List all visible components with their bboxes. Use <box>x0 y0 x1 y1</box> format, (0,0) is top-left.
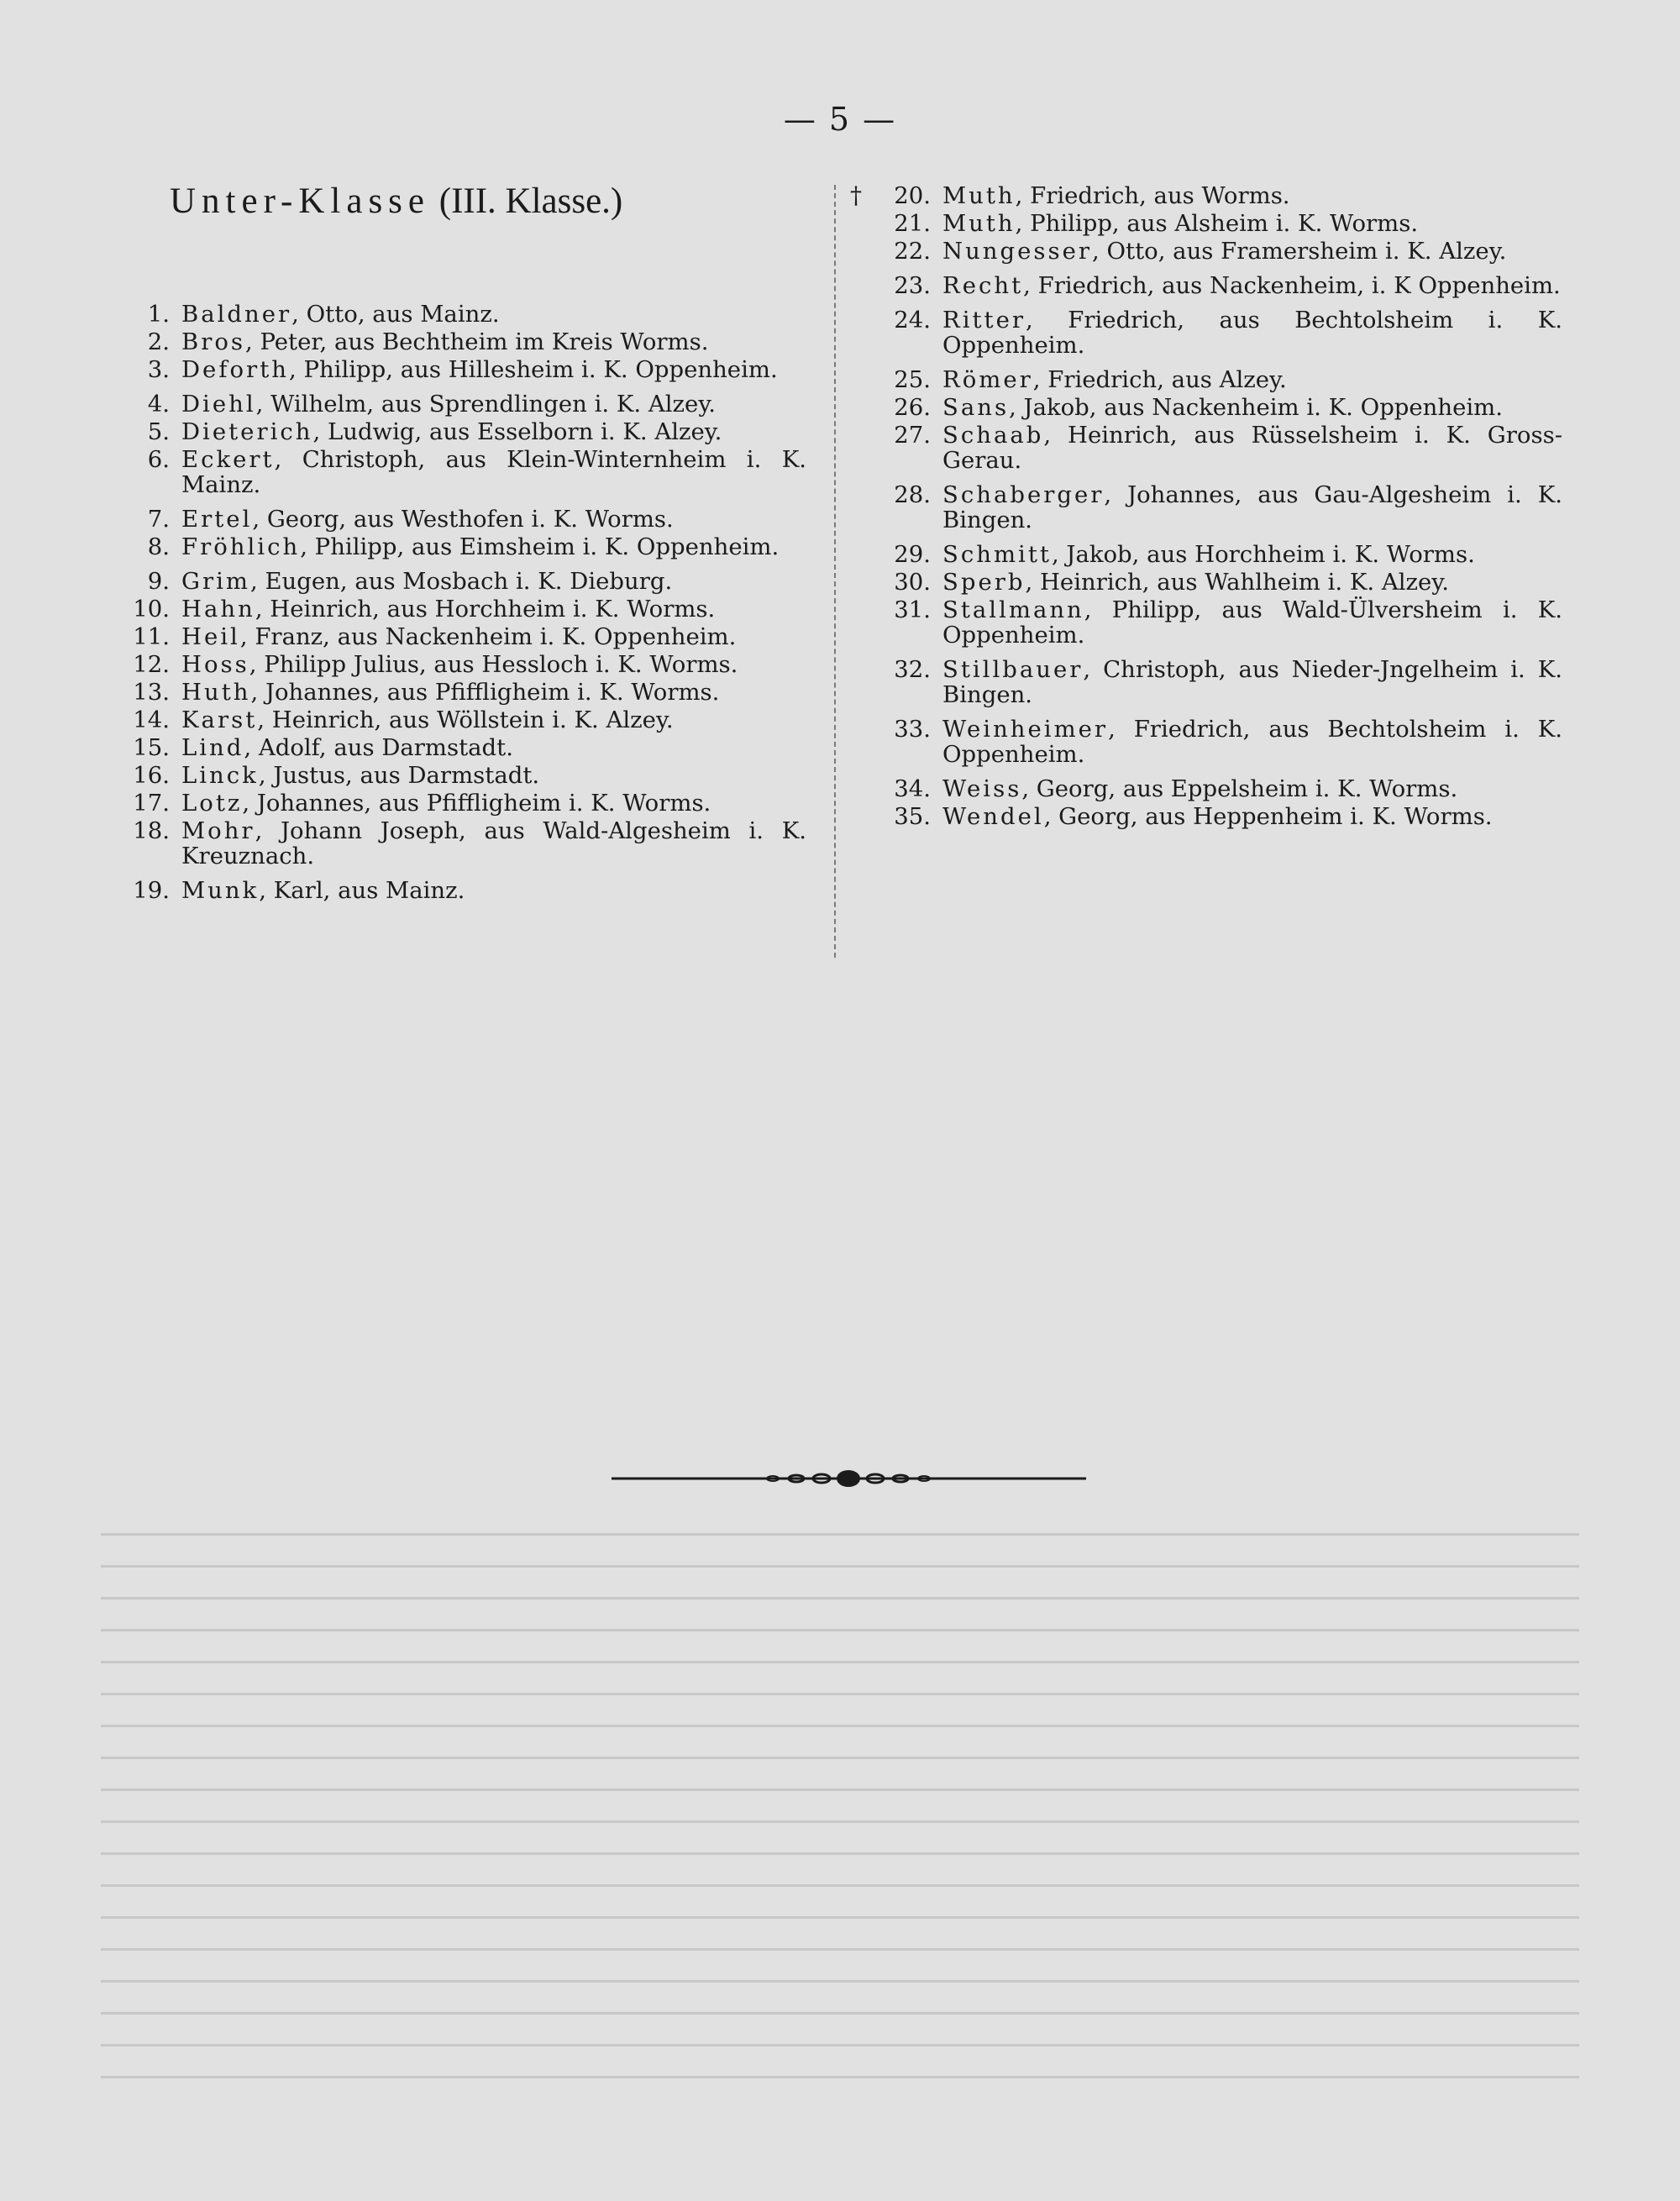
list-item <box>109 357 806 382</box>
entry-text <box>942 776 1562 801</box>
entry-text <box>942 307 1562 358</box>
student-details: , Philipp, aus Hillesheim i. K. Oppenheim. <box>288 356 778 383</box>
dagger-mark: † <box>850 181 862 209</box>
list-item <box>109 596 806 622</box>
student-surname: Schmitt <box>942 541 1052 568</box>
entry-number: 24. <box>894 307 931 334</box>
student-surname: Muth <box>942 210 1016 237</box>
student-details: , Georg, aus Eppelsheim i. K. Worms. <box>1021 775 1458 802</box>
entry-text <box>942 183 1562 208</box>
entry-number: 7. <box>147 506 170 533</box>
list-item <box>109 763 806 788</box>
entry-text <box>181 707 806 733</box>
student-details: , Johannes, aus Gau-Algesheim i. K. Bingen. <box>942 481 1562 533</box>
student-surname: Weiss <box>942 775 1022 802</box>
student-surname: Lotz <box>181 790 243 817</box>
column-divider <box>834 185 836 958</box>
section-heading <box>170 181 806 222</box>
list-item <box>109 329 806 355</box>
student-surname: Recht <box>942 272 1024 299</box>
entry-number: 18. <box>133 817 170 844</box>
list-item <box>109 302 806 327</box>
student-surname: Mohr <box>181 817 255 844</box>
entry-number: 8. <box>147 533 170 560</box>
entry-number: 13. <box>133 679 170 706</box>
list-item <box>109 791 806 816</box>
student-surname: Hahn <box>181 596 255 622</box>
student-surname: Ertel <box>181 506 253 533</box>
bleed-through-texture <box>101 1504 1579 2108</box>
list-item <box>848 482 1562 533</box>
student-details: , Franz, aus Nackenheim i. K. Oppenheim. <box>239 623 737 650</box>
entry-number: 12. <box>133 651 170 678</box>
entry-number: 1. <box>147 301 170 328</box>
student-surname: Grim <box>181 568 250 595</box>
student-details: , Philipp Julius, aus Hessloch i. K. Worms. <box>249 651 738 678</box>
entry-number: 32. <box>894 656 931 683</box>
list-item <box>109 652 806 677</box>
entry-number: 35. <box>894 803 931 830</box>
entry-text <box>942 239 1562 264</box>
list-item <box>109 624 806 649</box>
list-item <box>848 717 1562 767</box>
entry-number: 22. <box>894 238 931 265</box>
entry-text <box>942 367 1562 392</box>
list-item <box>848 395 1562 420</box>
student-details: , Friedrich, aus Worms. <box>1015 182 1290 209</box>
student-surname: Karst <box>181 707 258 733</box>
list-item <box>848 804 1562 829</box>
student-surname: Sperb <box>942 569 1026 596</box>
student-list-right <box>848 183 1562 829</box>
entry-text <box>181 419 806 444</box>
student-details: , Karl, aus Mainz. <box>259 877 465 904</box>
entry-number: 33. <box>894 716 931 743</box>
student-details: , Jakob, aus Horchheim i. K. Worms. <box>1051 541 1475 568</box>
student-list-left <box>109 302 806 903</box>
list-item <box>109 419 806 444</box>
student-details: , Adolf, aus Darmstadt. <box>244 734 513 761</box>
list-item <box>848 273 1562 298</box>
student-details: , Heinrich, aus Wahlheim i. K. Alzey. <box>1025 569 1449 596</box>
list-item <box>109 534 806 559</box>
entry-number: 21. <box>894 210 931 237</box>
student-surname: Schaberger <box>942 481 1105 508</box>
entry-text <box>181 329 806 355</box>
entry-number: 31. <box>894 596 931 623</box>
student-details: , Philipp, aus Wald-Ülversheim i. K. Oppenheim. <box>942 596 1562 649</box>
entry-text <box>942 804 1562 829</box>
student-surname: Römer <box>942 366 1033 393</box>
student-details: , Christoph, aus Klein-Winternheim i. K. Mainz. <box>181 446 806 498</box>
student-details: , Friedrich, aus Nackenheim, i. K Oppenheim. <box>1023 272 1561 299</box>
student-surname: Deforth <box>181 356 289 383</box>
entry-text <box>942 211 1562 236</box>
entry-text <box>181 302 806 327</box>
list-item <box>109 569 806 594</box>
list-item <box>109 447 806 497</box>
entry-number: 16. <box>133 762 170 789</box>
entry-text <box>181 735 806 760</box>
student-details: , Heinrich, aus Horchheim i. K. Worms. <box>255 596 716 622</box>
entry-text <box>181 447 806 497</box>
section-title: Unter-Klasse <box>170 181 431 221</box>
entry-number: 11. <box>133 623 170 650</box>
student-surname: Sans <box>942 394 1010 421</box>
student-details: , Philipp, aus Alsheim i. K. Worms. <box>1015 210 1419 237</box>
entry-text <box>181 534 806 559</box>
student-surname: Huth <box>181 679 251 706</box>
entry-number: 20. <box>894 182 931 209</box>
entry-text <box>942 423 1562 473</box>
entry-number: 19. <box>133 877 170 904</box>
student-details: , Friedrich, aus Alzey. <box>1032 366 1287 393</box>
entry-text <box>942 482 1562 533</box>
student-surname: Heil <box>181 623 240 650</box>
section-subtitle: (III. Klasse.) <box>430 181 623 221</box>
entry-number: 17. <box>133 790 170 817</box>
list-item <box>109 878 806 903</box>
student-details: , Johannes, aus Pfiffligheim i. K. Worms. <box>250 679 720 706</box>
student-surname: Schaab <box>942 422 1044 449</box>
entry-number: 27. <box>894 422 931 449</box>
entry-number: 3. <box>147 356 170 383</box>
entry-text <box>942 597 1562 648</box>
list-item <box>109 735 806 760</box>
student-surname: Fröhlich <box>181 533 301 560</box>
student-details: , Justus, aus Darmstadt. <box>258 762 540 789</box>
student-surname: Hoss <box>181 651 249 678</box>
entry-number: 25. <box>894 366 931 393</box>
list-item <box>109 680 806 705</box>
list-item <box>109 707 806 733</box>
student-details: , Otto, aus Framersheim i. K. Alzey. <box>1092 238 1507 265</box>
student-surname: Munk <box>181 877 260 904</box>
entry-number: 2. <box>147 328 170 355</box>
entry-text <box>181 507 806 532</box>
student-surname: Dieterich <box>181 418 313 445</box>
student-details: , Friedrich, aus Bechtolsheim i. K. Oppenheim. <box>942 716 1562 768</box>
entry-text <box>942 717 1562 767</box>
student-surname: Linck <box>181 762 259 789</box>
entry-number: 4. <box>147 391 170 418</box>
list-item <box>848 211 1562 236</box>
entry-number: 6. <box>147 446 170 473</box>
entry-text <box>181 652 806 677</box>
entry-text <box>942 657 1562 707</box>
entry-number: 15. <box>133 734 170 761</box>
student-details: , Friedrich, aus Bechtolsheim i. K. Oppenheim. <box>942 307 1562 359</box>
entry-number: 10. <box>133 596 170 622</box>
list-item <box>848 776 1562 801</box>
student-surname: Baldner <box>181 301 292 328</box>
student-surname: Muth <box>942 182 1016 209</box>
student-surname: Diehl <box>181 391 256 418</box>
student-details: , Philipp, aus Eimsheim i. K. Oppenheim. <box>300 533 780 560</box>
student-surname: Wendel <box>942 803 1044 830</box>
entry-number: 26. <box>894 394 931 421</box>
page-number: — 5 — <box>783 101 897 138</box>
entry-text <box>181 569 806 594</box>
student-details: , Christoph, aus Nieder-Jngelheim i. K. Bingen. <box>942 656 1562 708</box>
list-item <box>848 542 1562 567</box>
student-details: , Georg, aus Westhofen i. K. Worms. <box>252 506 674 533</box>
student-surname: Weinheimer <box>942 716 1109 743</box>
list-item <box>848 367 1562 392</box>
entry-text <box>181 878 806 903</box>
list-item <box>848 570 1562 595</box>
right-column <box>848 183 1562 832</box>
list-item <box>109 391 806 417</box>
list-item <box>848 307 1562 358</box>
entry-text <box>942 570 1562 595</box>
student-details: , Jakob, aus Nackenheim i. K. Oppenheim. <box>1009 394 1503 421</box>
student-details: , Eugen, aus Mosbach i. K. Dieburg. <box>250 568 673 595</box>
student-details: , Heinrich, aus Rüsselsheim i. K. Gross-Gerau. <box>942 422 1562 474</box>
entry-text <box>181 763 806 788</box>
student-details: , Johannes, aus Pfiffligheim i. K. Worms. <box>242 790 711 817</box>
student-surname: Stillbauer <box>942 656 1084 683</box>
entry-number: 5. <box>147 418 170 445</box>
student-details: , Johann Joseph, aus Wald-Algesheim i. K. Kreuznach. <box>181 817 806 869</box>
list-item <box>848 597 1562 648</box>
entry-number: 23. <box>894 272 931 299</box>
student-surname: Ritter <box>942 307 1026 334</box>
entry-number: 29. <box>894 541 931 568</box>
student-surname: Stallmann <box>942 596 1084 623</box>
ornament-divider <box>612 1466 1086 1491</box>
entry-text <box>181 624 806 649</box>
entry-text <box>181 391 806 417</box>
entry-text <box>942 542 1562 567</box>
student-surname: Nungesser <box>942 238 1093 265</box>
entry-text <box>181 818 806 869</box>
entry-text <box>181 791 806 816</box>
student-surname: Lind <box>181 734 244 761</box>
left-column <box>109 181 806 906</box>
student-surname: Bros <box>181 328 246 355</box>
entry-text <box>942 395 1562 420</box>
entry-number: 9. <box>147 568 170 595</box>
list-item <box>848 239 1562 264</box>
student-details: , Ludwig, aus Esselborn i. K. Alzey. <box>312 418 722 445</box>
list-item <box>848 423 1562 473</box>
list-item <box>848 183 1562 208</box>
entry-number: 30. <box>894 569 931 596</box>
entry-number: 34. <box>894 775 931 802</box>
student-details: , Georg, aus Heppenheim i. K. Worms. <box>1043 803 1493 830</box>
student-details: , Heinrich, aus Wöllstein i. K. Alzey. <box>257 707 674 733</box>
student-details: , Peter, aus Bechtheim im Kreis Worms. <box>245 328 709 355</box>
entry-text <box>181 680 806 705</box>
list-item <box>848 657 1562 707</box>
entry-number: 28. <box>894 481 931 508</box>
student-details: , Wilhelm, aus Sprendlingen i. K. Alzey. <box>255 391 716 418</box>
entry-text <box>181 357 806 382</box>
list-item <box>109 818 806 869</box>
entry-text <box>181 596 806 622</box>
student-surname: Eckert <box>181 446 275 473</box>
list-item <box>109 507 806 532</box>
entry-text <box>942 273 1562 298</box>
entry-number: 14. <box>133 707 170 733</box>
student-details: , Otto, aus Mainz. <box>291 301 500 328</box>
